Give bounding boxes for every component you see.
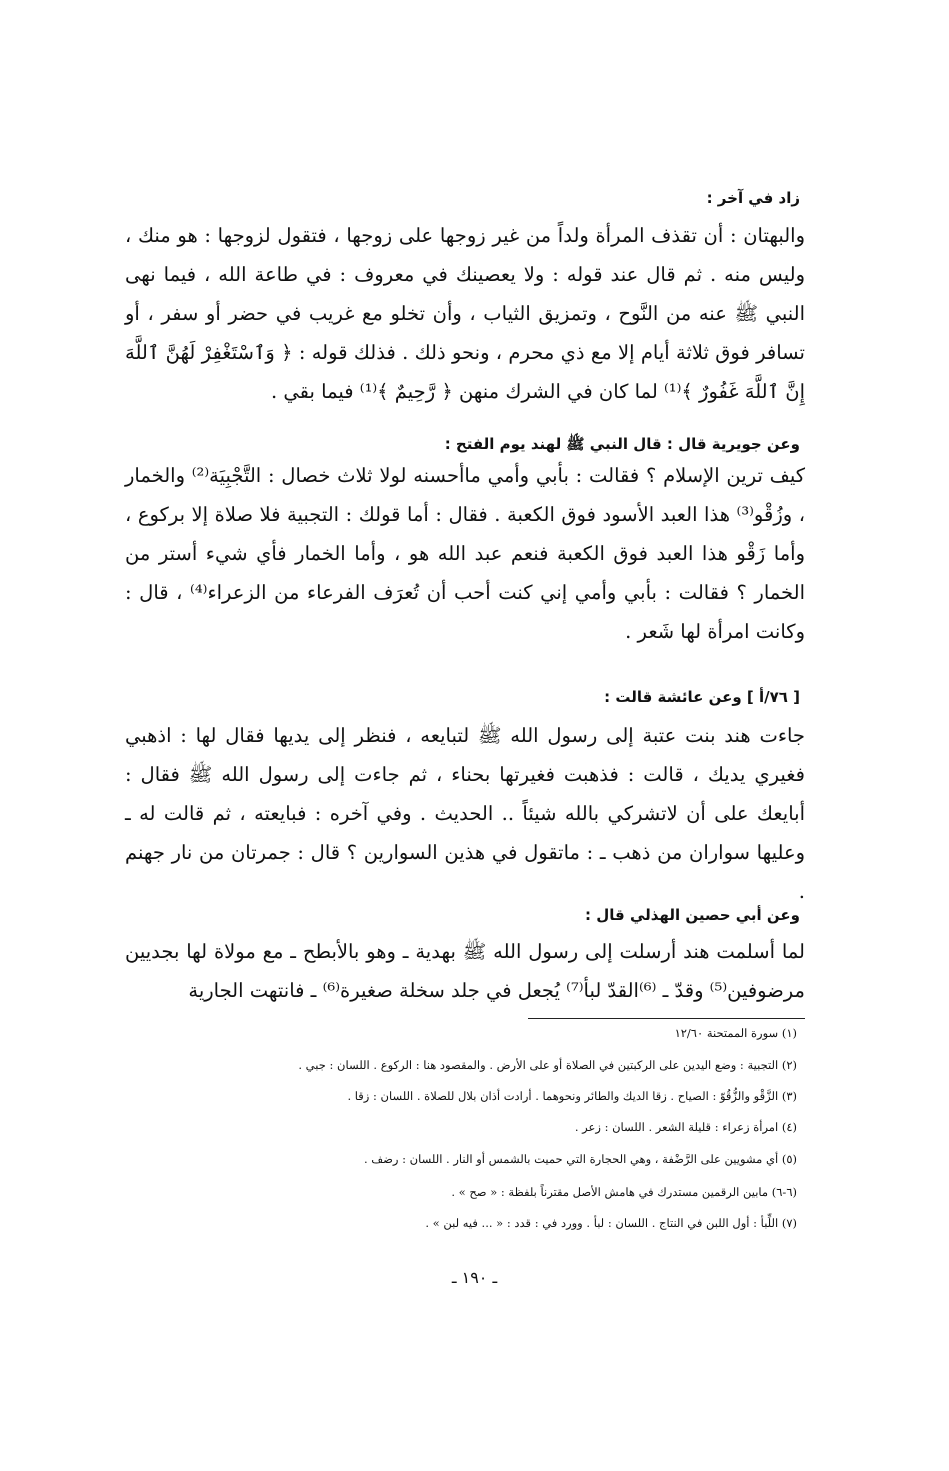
footnote-2: (٢) التجبية : وضع اليدين على الركبتين في الصلاة أو على الأرض . والمقصود هنا : الركوع . اللسان : جبي . <box>298 1058 797 1072</box>
paragraph-main-4: لما أسلمت هند أرسلت إلى رسول الله ﷺ بهدية ـ وهو بالأبطح ـ مع مولاة لها بجديين مرضوفين⁽⁵⁾ وقدّ ـ ⁽⁶⁾القدّ لبأ⁽⁷⁾ يُجعل في جلد سخلة صغيرة⁽⁶⁾ ـ فانتهت الجارية <box>125 940 805 1002</box>
footnote-7: (٧) اللِّبأ : أول اللبن في النتاج . اللسان : لبأ . وورد في : قدد : « ... فيه لبن » . <box>425 1216 797 1230</box>
page-number: ـ ١٩٠ ـ <box>451 1268 498 1287</box>
section-label: زاد في آخر : <box>706 189 800 207</box>
paragraph-main-2: كيف ترين الإسلام ؟ فقالت : بأبي وأمي ماأحسنه لولا ثلاث خصال : التَّجْبِيَة⁽²⁾ والخمار ، وزُقْو⁽³⁾ هذا العبد الأسود فوق الكعبة . فقال : أما قولك : التجبية فلا صلاة إلا بركوع ، وأما زَقْو هذا العبد فوق الكعبة فنعم عبد الله هو ، وأما الخمار فأي شيء أستر من الخمار ؟ فقالت : بأبي وأمي إني كنت أحب أن تُعرَف الفرعاء من الزعراء⁽⁴⁾ ، قال : وكانت امرأة لها شَعر . <box>125 464 805 643</box>
footnote-5: (٥) أي مشويين على الرَّضْفة ، وهي الحجارة التي حميت بالشمس أو النار . اللسان : رضف . <box>363 1152 797 1166</box>
footnote-1: (١) سورة الممتحنة ١٢/٦٠ <box>674 1026 797 1040</box>
section-heading-abu-husayn: وعن أبي حصين الهذلي قال : <box>585 906 800 924</box>
footnote-separator <box>528 1018 805 1019</box>
footnote-4: (٤) امرأة زعراء : قليلة الشعر . اللسان : زعر . <box>574 1120 797 1134</box>
footnote-3: (٣) الزَّقْو والزُّقُوّ : الصياح . زقا الديك والطائر ونحوهما . أرادت أذان بلال للصلاة . اللسان : زقا . <box>347 1089 797 1103</box>
section-heading-juwayriya: وعن جويرية قال : قال النبي ﷺ لهند يوم الفتح : <box>444 435 800 453</box>
section-heading-aisha: [ ٧٦/أ ] وعن عائشة قالت : <box>604 688 800 706</box>
paragraph-main-3: جاءت هند بنت عتبة إلى رسول الله ﷺ لتبايعه ، فنظر إلى يديها فقال لها : اذهبي فغيري يديك ، قالت : فذهبت فغيرتها بحناء ، ثم جاءت إلى رسول الله ﷺ فقال : أبايعك على أن لاتشركي بالله شيئاً .. الحديث . وفي آخره : فبايعته ، ثم قالت له ـ وعليها سواران من ذهب ـ : ماتقول في هذين السوارين ؟ قال : جمرتان من نار جهنم . <box>125 724 805 903</box>
paragraph-main-1: والبهتان : أن تقذف المرأة ولداً من غير زوجها على زوجها ، فتقول لزوجها : هو منك ، وليس منه . ثم قال عند قوله : ولا يعصينك في معروف : في طاعة الله ، فيما نهى النبي ﷺ عنه من النَّوح ، وتمزيق الثياب ، وأن تخلو مع غريب في حضر أو سفر ، أو تسافر فوق ثلاثة أيام إلا مع ذي محرم ، ونحو ذلك . فذلك قوله : ﴿ وَٱسْتَغْفِرْ لَهُنَّ ٱللَّهَ إِنَّ ٱللَّهَ غَفُورٌ ﴾⁽¹⁾ لما كان في الشرك منهن ﴿ رَّحِيمٌ ﴾⁽¹⁾ فيما بقي . <box>125 224 805 403</box>
footnote-6: (٦-٦) مابين الرقمين مستدرك في هامش الأصل مقترناً بلفظة : « صح » . <box>451 1185 797 1199</box>
